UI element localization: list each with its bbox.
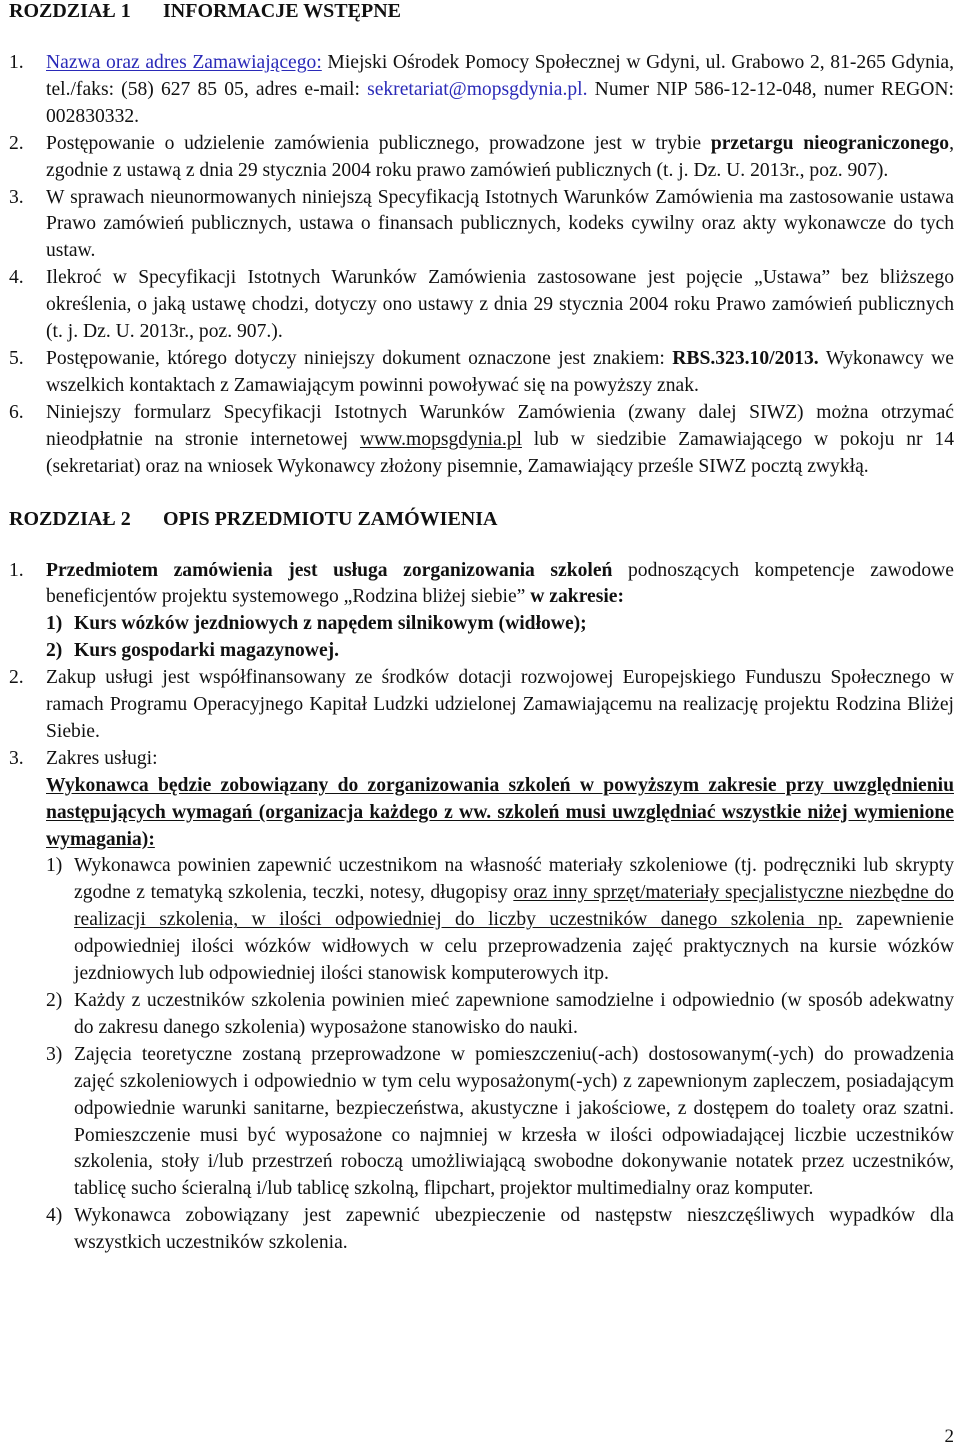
item-number: 4. [9, 267, 24, 289]
scope-label: Zakres usługi: [46, 747, 158, 769]
item-number: 3. [9, 186, 24, 208]
item-number: 3. [9, 747, 24, 769]
requirement-number: 1) [46, 855, 63, 877]
chapter-1-title: INFORMACJE WSTĘPNE [163, 0, 401, 22]
course-number: 2) [46, 640, 63, 662]
ordering-party-label: Nazwa oraz adres Zamawiającego: [46, 52, 322, 73]
requirement-4 [46, 1203, 954, 1257]
page-number: 2 [944, 1426, 954, 1447]
section-1-item-6 [9, 400, 954, 481]
ordering-party-details: Miejski Ośrodek Pomocy Społecznej w Gdyni, ul. Grabowo 2, 81-265 Gdynia, tel./faks: (58) 627 85 05, adres e-mail: [46, 52, 954, 100]
item-number: 5. [9, 347, 24, 369]
chapter-2-label: ROZDZIAŁ 2 [9, 507, 131, 530]
item-text: Postępowanie o udzielenie zamówienia publicznego, prowadzone jest w trybie przetargu nieograniczonego, zgodnie z ustawą z dnia 29 stycznia 2004 roku prawo zamówień publicznych (t. j. Dz. U. 2013r., poz. 907). [46, 132, 954, 181]
item-text: Zakup usługi jest współfinansowany ze środków dotacji rozwojowej Europejskiego Funduszu Społecznego w ramach Programu Operacyjnego Kapitał Ludzki udzielonej Zamawiającemu na realizację projektu Rodzina Bliżej Siebie. [46, 667, 954, 742]
section-2-item-1 [9, 558, 954, 612]
item-number: 1. [9, 52, 24, 73]
email-link[interactable]: sekretariat@mopsgdynia.pl. [367, 78, 588, 100]
course-number: 1) [46, 613, 63, 635]
procedure-type: przetargu nieograniczonego [710, 132, 950, 154]
requirement-text: Wykonawca zobowiązany jest zapewnić ubezpieczenie od następstw nieszczęśliwych wypadków dla wszystkich uczestników szkolenia. [74, 1205, 954, 1254]
requirement-3 [46, 1042, 954, 1203]
chapter-2-heading [9, 506, 954, 532]
requirement-text: Wykonawca powinien zapewnić uczestnikom na własność materiały szkoleniowe (tj. podręczniki lub skrypty zgodne z tematyką szkolenia, teczki, notesy, długopisy oraz inny sprzęt/materiały specjalistyczne niezbędne do realizacji szkolenia, w ilości odpowiedniej do liczby uczestników danego szkolenia np. zapewnienie odpowiedniej ilości wózków widłowych w celu przeprowadzenia zajęć praktycznych na kursie wózków jezdniowych lub odpowiedniej ilości stanowisk komputerowych itp. [74, 855, 955, 985]
requirement-number: 3) [46, 1043, 63, 1065]
section-1-item-4 [9, 265, 954, 346]
nip-regon: Numer NIP 586-12-12-048, numer REGON: 002830332. [46, 78, 954, 127]
item-text: Ilekroć w Specyfikacji Istotnych Warunków Zamówienia zastosowane jest pojęcie „Ustawa” bez bliższego określenia, o jaką ustawę chodzi, dotyczy ono ustawy z dnia 29 stycznia 2004 roku Prawo zamówień publicznych (t. j. Dz. U. 2013r., poz. 907.). [46, 267, 954, 343]
section-1-item-2 [9, 131, 954, 185]
item-text: Niniejszy formularz Specyfikacji Istotnych Warunków Zamówienia (zwany dalej SIWZ) można otrzymać nieodpłatnie na stronie internetowej www.mopsgdynia.pl lub w siedzibie Zamawiającego w pokoju nr 14 (sekretariat) oraz na wniosek Wykonawcy złożony pisemnie, Zamawiający prześle SIWZ pocztą zwykłą. [46, 401, 954, 477]
requirement-1 [46, 853, 954, 988]
requirement-text: Zajęcia teoretyczne zostaną przeprowadzone w pomieszczeniu(-ach) dostosowanym(-ych) do prowadzenia zajęć szkoleniowych i odpowiednio w tym celu wyposażonym(-ych) z zapewnionym zapleczem, posiadającym odpowiednie warunki sanitarne, bezpieczeństwa, akustyczne i jakościowe, z dostępem do toalety oraz szatni. Pomieszczenie musi być wyposażone co najmniej w krzesła w ilości odpowiadającej liczbie uczestników szkolenia, stoły i/lub przestrzeń roboczą umożliwiającą swobodne dokonywanie notatek przez uczestników, tablicę sucho ścieralną i/lub tablicę szkolną, flipchart, projektor multimedialny oraz komputer. [74, 1043, 954, 1200]
item-text: Przedmiotem zamówienia jest usługa zorganizowania szkoleń podnoszących kompetencje zawodowe beneficjentów projektu systemowego „Rodzina bliżej siebie” w zakresie: [46, 559, 954, 608]
reference-number: RBS.323.10/2013. [672, 347, 819, 369]
section-1-item-3 [9, 185, 954, 266]
document-page [9, 0, 954, 1257]
requirement-2 [46, 988, 954, 1042]
requirement-text: Każdy z uczestników szkolenia powinien mieć zapewnione samodzielne i odpowiednio (w sposób adekwatny do zakresu danego szkolenia) wyposażone stanowisko do nauki. [74, 990, 954, 1038]
item-number: 2. [9, 132, 24, 154]
chapter-1-heading [9, 0, 954, 24]
subject-of-order: Przedmiotem zamówienia jest usługa zorganizowania szkoleń [46, 559, 613, 581]
course-list-item-2 [9, 638, 954, 665]
item-text: W sprawach nieunormowanych niniejszą Specyfikacją Istotnych Warunków Zamówienia ma zastosowanie ustawa Prawo zamówień publicznych, ustawa o finansach publicznych, kodeks cywilny oraz akty wykonawcze do tych ustaw. [46, 186, 954, 262]
item-text [46, 746, 954, 1257]
course-name: Kurs wózków jezdniowych z napędem silnikowym (widłowe); [74, 613, 587, 635]
course-name: Kurs gospodarki magazynowej. [74, 640, 340, 662]
item-text [46, 50, 954, 131]
item-number: 6. [9, 401, 24, 423]
scope-intro: Wykonawca będzie zobowiązany do zorganizowania szkoleń w powyższym zakresie przy uwzględnieniu następujących wymagań (organizacja każdego z ww. szkoleń musi uwzględniać wszystkie niżej wymienione wymagania): [46, 774, 954, 850]
chapter-2-title: OPIS PRZEDMIOTU ZAMÓWIENIA [163, 507, 498, 530]
course-list-item-1 [9, 611, 954, 638]
requirement-number: 2) [46, 990, 63, 1011]
requirement-number: 4) [46, 1205, 63, 1227]
item-number: 1. [9, 559, 24, 581]
section-2-item-2 [9, 665, 954, 746]
section-1-item-1 [9, 50, 954, 131]
chapter-1-label: ROZDZIAŁ 1 [9, 0, 131, 22]
section-1-item-5 [9, 346, 954, 400]
website-link[interactable]: www.mopsgdynia.pl [359, 428, 522, 450]
item-text: Postępowanie, którego dotyczy niniejszy dokument oznaczone jest znakiem: RBS.323.10/2013. Wykonawcy we wszelkich kontaktach z Zamawiającym powinni powoływać się na powyższy znak. [46, 347, 954, 396]
item-number: 2. [9, 667, 24, 689]
section-2-item-3 [9, 746, 954, 1257]
